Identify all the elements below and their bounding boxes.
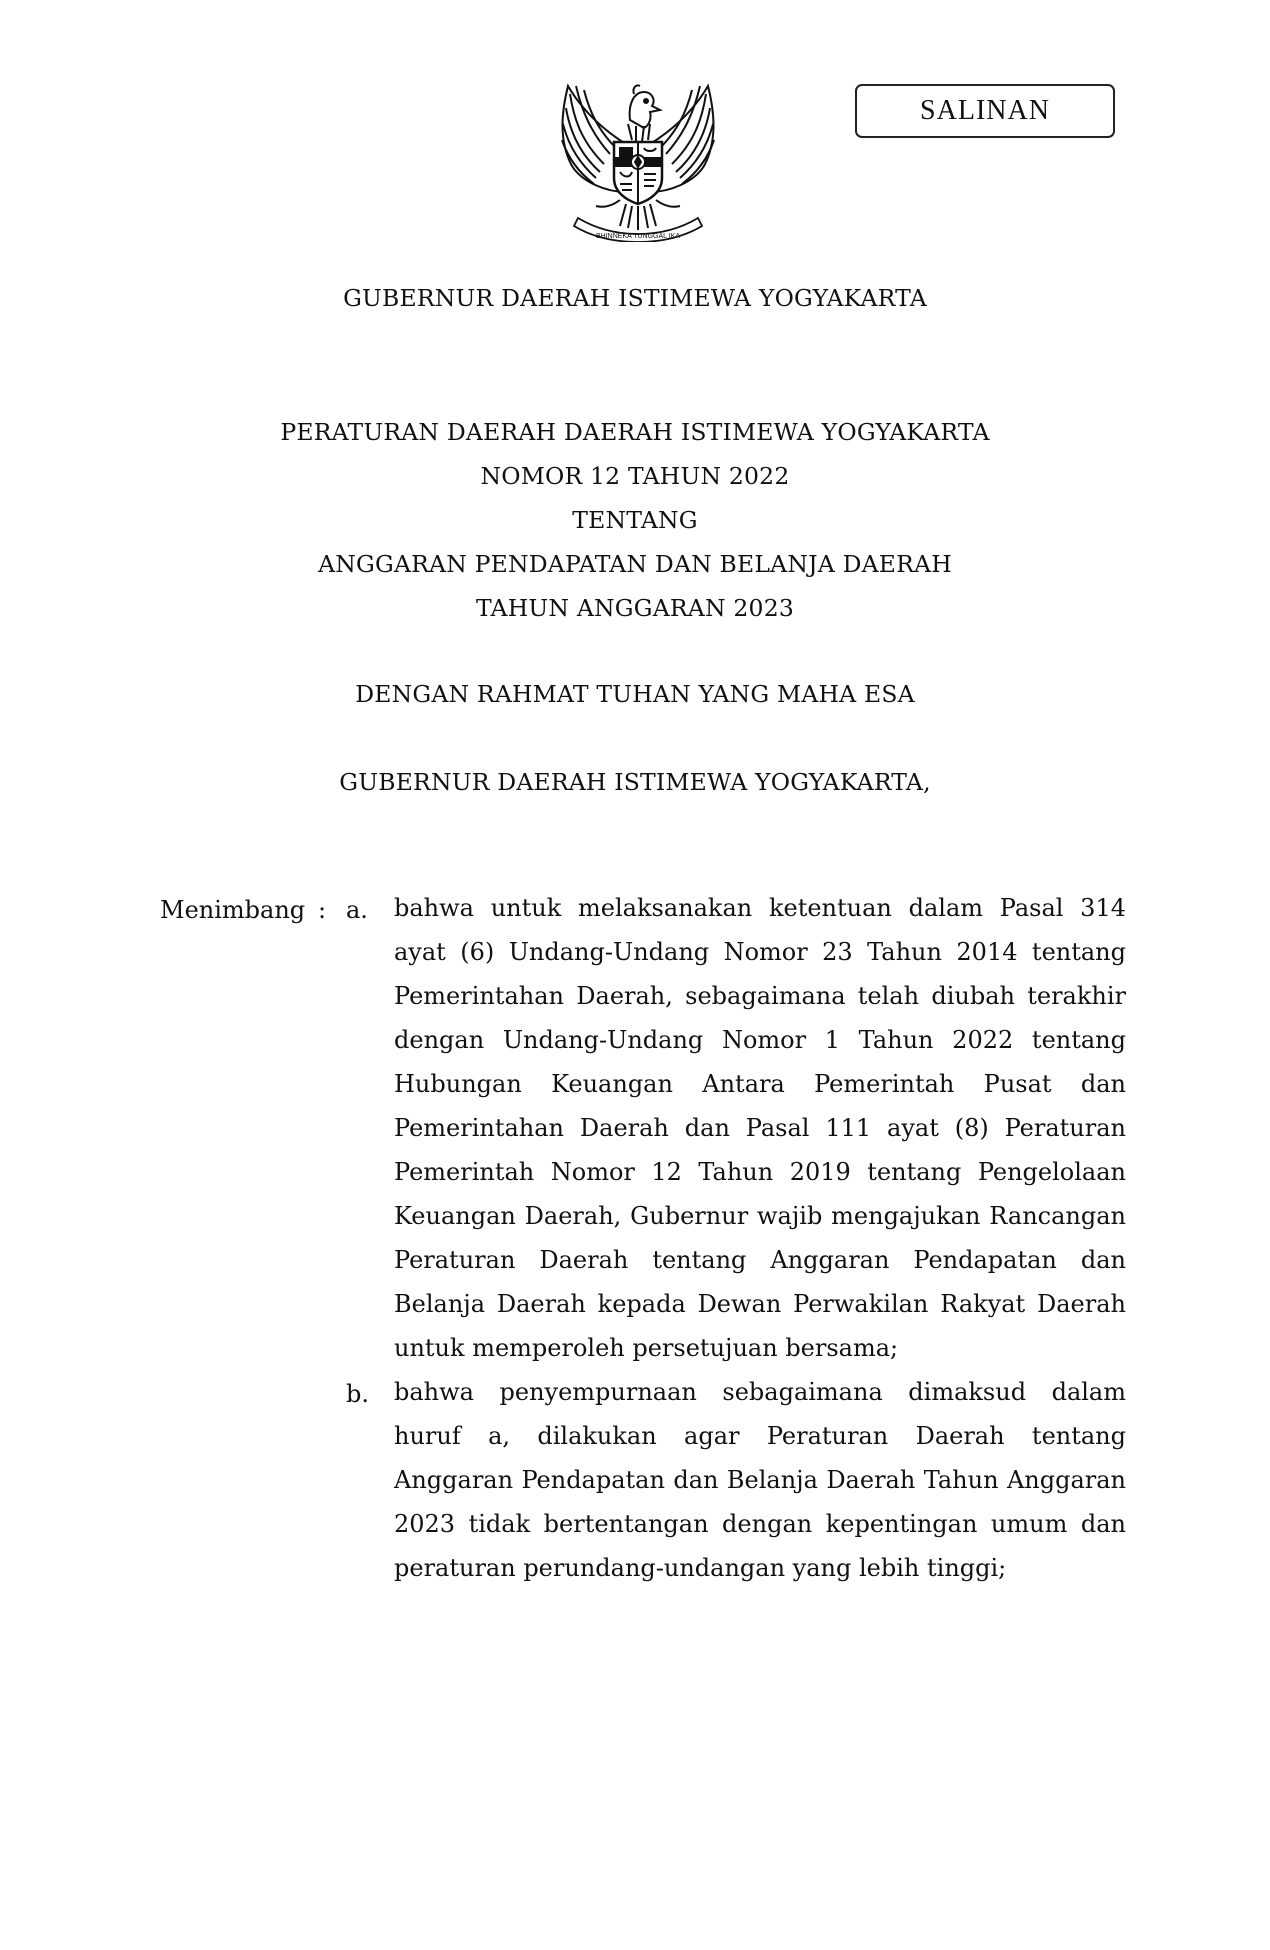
salinan-stamp: SALINAN xyxy=(855,84,1115,138)
garuda-emblem-icon xyxy=(548,80,728,242)
consideration-marker-a: a. xyxy=(346,896,368,924)
authority-heading: GUBERNUR DAERAH ISTIMEWA YOGYAKARTA, xyxy=(339,768,931,796)
regulation-number: NOMOR 12 TAHUN 2022 xyxy=(480,462,790,490)
regulation-about-label: TENTANG xyxy=(572,506,698,534)
svg-text:BHINNEKA TUNGGAL IKA: BHINNEKA TUNGGAL IKA xyxy=(595,233,681,240)
issuer-heading: GUBERNUR DAERAH ISTIMEWA YOGYAKARTA xyxy=(343,284,927,312)
considerations-colon: : xyxy=(318,896,327,924)
consideration-marker-b: b. xyxy=(346,1380,369,1408)
regulation-fiscal-year: TAHUN ANGGARAN 2023 xyxy=(475,594,795,622)
regulation-title-line1: PERATURAN DAERAH DAERAH ISTIMEWA YOGYAKARTA xyxy=(280,418,990,446)
consideration-text-b: bahwa penyempurnaan sebagaimana dimaksud dalam huruf a, dilakukan agar Peraturan Daerah tentang Anggaran Pendapatan dan Belanja Daerah Tahun Anggaran 2023 tidak bertentangan dengan kepentingan umum dan peraturan perundang-undangan yang lebih tinggi; xyxy=(394,1378,1126,1582)
consideration-text-a: bahwa untuk melaksanakan ketentuan dalam Pasal 314 ayat (6) Undang-Undang Nomor 23 Tahun 2014 tentang Pemerintahan Daerah, sebagaimana telah diubah terakhir dengan Undang-Undang Nomor 1 Tahun 2022 tentang Hubungan Keuangan Antara Pemerintah Pusat dan Pemerintahan Daerah dan Pasal 111 ayat (8) Peraturan Pemerintah Nomor 12 Tahun 2019 tentang Pengelolaan Keuangan Daerah, Gubernur wajib mengajukan Rancangan Peraturan Daerah tentang Anggaran Pendapatan dan Belanja Daerah kepada Dewan Perwakilan Rakyat Daerah untuk memperoleh persetujuan bersama; xyxy=(394,894,1126,1362)
regulation-subject: ANGGARAN PENDAPATAN DAN BELANJA DAERAH xyxy=(318,550,952,578)
blessing-phrase: DENGAN RAHMAT TUHAN YANG MAHA ESA xyxy=(355,680,915,708)
considerations-label: Menimbang xyxy=(160,896,306,924)
